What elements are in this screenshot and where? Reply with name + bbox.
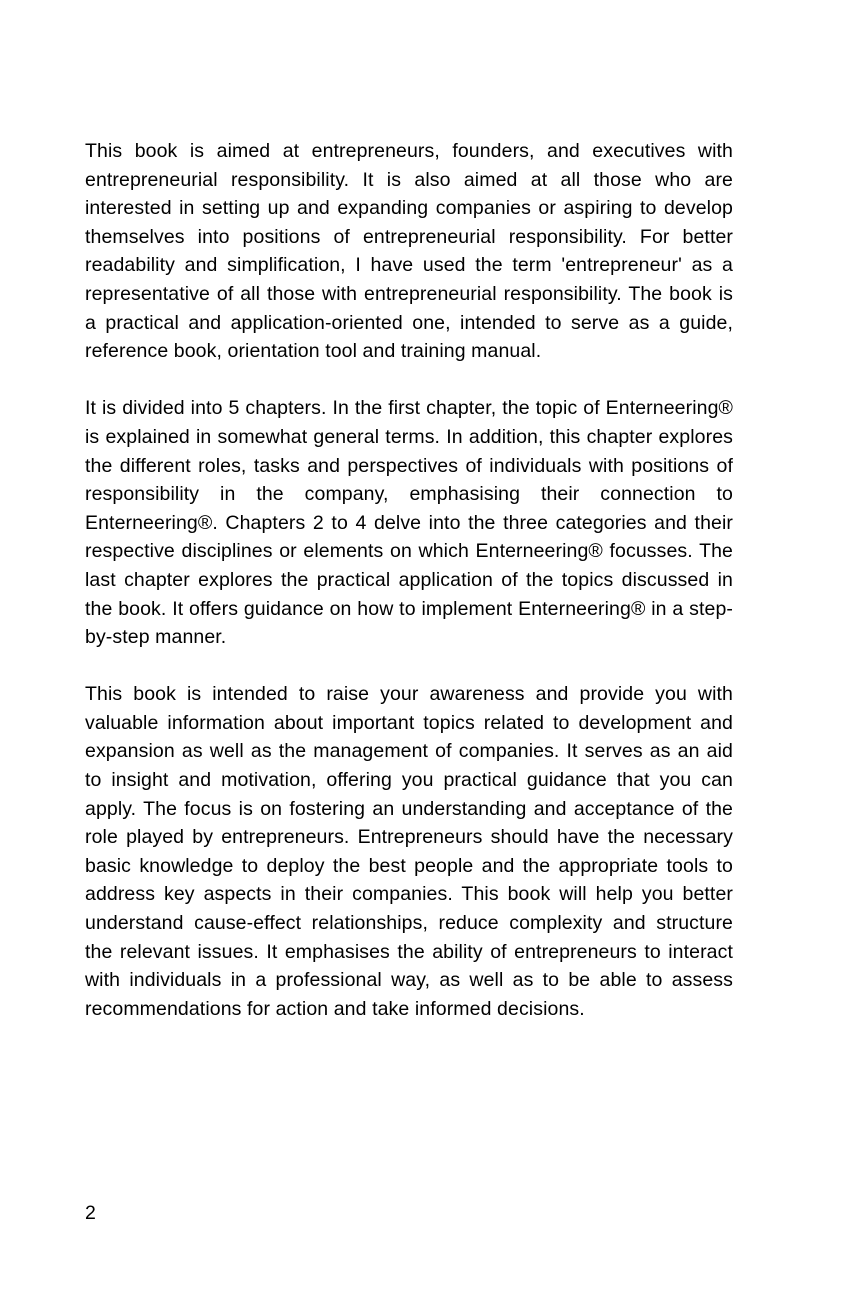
paragraph-book-purpose: This book is intended to raise your awareness and provide you with valuable information about important topics related to development and expansion as well as the management of companies. It serves as an aid to insight and motivation, offering you practical guidance that you can apply. The focus is on fostering an understanding and acceptance of the role played by entrepreneurs. Entrepreneurs should have the necessary basic knowledge to deploy the best people and the appropriate tools to address key aspects in their companies. This book will help you better understand cause-effect relationships, reduce complexity and structure the relevant issues. It emphasises the ability of entrepreneurs to interact with individuals in a professional way, as well as to be able to assess recommendations for action and take informed decisions.: [85, 683, 733, 1020]
page-number: 2: [85, 1202, 96, 1224]
page-content: [85, 137, 733, 1052]
paragraph-chapter-overview: It is divided into 5 chapters. In the first chapter, the topic of Enterneering® is explained in somewhat general terms. In addition, this chapter explores the different roles, tasks and perspectives of individuals with positions of responsibility in the company, emphasising their connection to Enterneering®. Chapters 2 to 4 delve into the three categories and their respective disciplines or elements on which Enterneering® focusses. The last chapter explores the practical application of the topics discussed in the book. It offers guidance on how to implement Enterneering® in a step-by-step manner.: [85, 397, 733, 649]
paragraph-intro-audience: This book is aimed at entrepreneurs, founders, and executives with entrepreneurial responsibility. It is also aimed at all those who are interested in setting up and expanding companies or aspiring to develop themselves into positions of entrepreneurial responsibility. For better readability and simplification, I have used the term 'entrepreneur' as a representative of all those with entrepreneurial responsibility. The book is a practical and application-oriented one, intended to serve as a guide, reference book, orientation tool and training manual.: [85, 140, 733, 363]
